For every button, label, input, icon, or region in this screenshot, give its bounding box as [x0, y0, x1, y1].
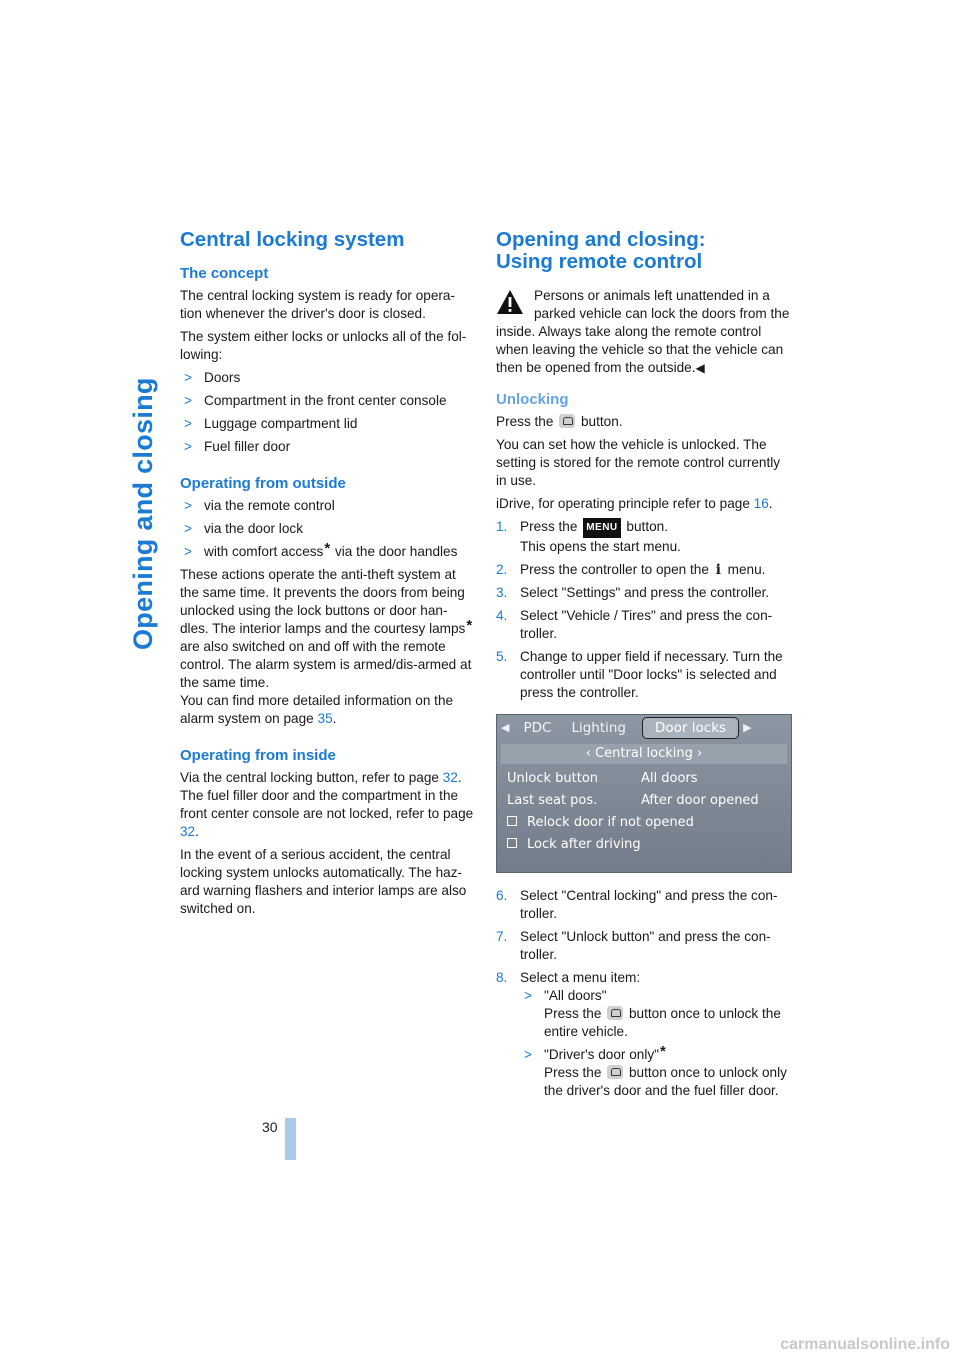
heading-operating-from-outside: Operating from outside [180, 475, 346, 492]
page-ref-link[interactable]: 32 [180, 824, 196, 839]
checkbox-icon [507, 838, 517, 848]
end-of-note-icon: ◀ [695, 361, 705, 375]
left-column [180, 229, 474, 923]
unlocking-paragraph-3: iDrive, for operating principle refer to page 16. [496, 496, 773, 511]
left-arrow-icon: ◀ [501, 721, 510, 734]
list-item: 3. Select "Settings" and press the controller. [496, 585, 770, 600]
list-item: 6. Select "Central locking" and press the con-troller. [496, 888, 778, 921]
optional-equipment-star-icon: * [324, 540, 331, 557]
page-ref-link[interactable]: 32 [442, 770, 458, 785]
list-item: 2. Press the controller to open the i menu. [496, 562, 766, 578]
unlocking-paragraph-1: Press the button. [496, 414, 623, 429]
concept-list [180, 369, 474, 456]
list-item: > via the door lock [184, 521, 303, 536]
info-menu-icon: i [715, 562, 721, 578]
warning-triangle-icon [496, 288, 524, 316]
list-item: > with comfort access* via the door handles [184, 540, 458, 559]
unlocking-paragraph-2: You can set how the vehicle is unlocked. The setting is stored for the remote control currently in use. [496, 437, 781, 488]
checkbox-icon [507, 816, 517, 826]
footer-watermark: carmanualsonline.info [780, 1336, 950, 1353]
screen-tab-lighting: Lighting [571, 720, 627, 736]
heading-operating-from-inside: Operating from inside [180, 747, 336, 764]
heading-the-concept: The concept [180, 265, 269, 282]
list-item: > Doors [184, 370, 241, 385]
screen-tab-bar [497, 715, 791, 741]
list-item: 4. Select "Vehicle / Tires" and press the con-troller. [496, 608, 773, 641]
outside-list [180, 497, 474, 561]
outside-paragraph-1: These actions operate the anti-theft system at the same time. It prevents the doors from being unlocked using the lock buttons or door han-dles. The interior lamps and the courtesy lamps* are also switched on and off with the remote control. The alarm system is armed/dis-armed at the same time. You can find more detailed information on the alarm system on page 35. [180, 567, 473, 726]
list-item: > "Driver's door only"* Press the button once to unlock only the driver's door and the fuel filler door. [524, 1043, 787, 1098]
unlock-key-icon [607, 1065, 623, 1079]
steps-list-a [496, 518, 790, 702]
concept-paragraph-1: The central locking system is ready for opera-tion whenever the driver's door is closed. [180, 288, 456, 321]
page-marker-bar [285, 1118, 296, 1160]
unlock-key-icon [559, 414, 575, 428]
menu-button-icon: MENU [583, 518, 620, 538]
list-item: 1. Press the MENU button. This opens the start menu. [496, 519, 681, 554]
list-item: 7. Select "Unlock button" and press the con-troller. [496, 929, 771, 962]
screen-row: Lock after driving [501, 835, 787, 855]
list-item: > Luggage compartment lid [184, 416, 358, 431]
concept-paragraph-2: The system either locks or unlocks all of the fol-lowing: [180, 329, 467, 362]
list-item: > "All doors" Press the button once to unlock the entire vehicle. [524, 988, 781, 1039]
optional-equipment-star-icon: * [466, 617, 473, 634]
screen-row: Unlock button All doors [507, 771, 698, 786]
screen-header: ‹ Central locking › [501, 744, 787, 764]
heading-unlocking: Unlocking [496, 391, 569, 408]
warning-note: Persons or animals left unattended in a parked vehicle can lock the doors from the inside. Always take along the remote control when leaving the vehicle so that the vehicle can then be opened from the outside.◀ [496, 288, 790, 375]
steps-list-b [496, 887, 790, 1100]
section-title-remote-control: Opening and closing: Using remote control [496, 228, 706, 273]
inside-paragraph-3: In the event of a serious accident, the central locking system unlocks automatically. The haz-ard warning flashers and interior lamps are also switched on. [180, 847, 467, 916]
list-item: > Fuel filler door [184, 439, 291, 454]
right-arrow-icon: ▶ [743, 721, 752, 734]
section-title-central-locking: Central locking system [180, 228, 405, 251]
unlock-key-icon [607, 1006, 623, 1020]
optional-equipment-star-icon: * [660, 1043, 666, 1060]
page-ref-link[interactable]: 16 [753, 496, 769, 511]
inside-paragraph-1: Via the central locking button, refer to page 32. The fuel filler door and the compartment in the front center console are not locked, refer to page 32. [180, 770, 474, 839]
list-item: 5. Change to upper field if necessary. Turn the controller until "Door locks" is selected and press the controller. [496, 649, 783, 700]
screen-tab-door-locks: Door locks [642, 717, 739, 739]
chapter-title: Opening and closing [128, 377, 158, 650]
list-item: > Compartment in the front center console [184, 393, 447, 408]
list-item: 8. Select a menu item: > "All doors" Press the button once to unlock the entire vehicle. > "Driver's door only"* Press the button once to unlock only the driver's door and the fuel filler door. [496, 969, 790, 1100]
idrive-screen-image [496, 714, 792, 873]
right-column [496, 229, 790, 1105]
screen-row: Relock door if not opened [501, 813, 787, 833]
list-item: > via the remote control [184, 498, 335, 513]
menu-item-options [520, 987, 790, 1100]
page-ref-link[interactable]: 35 [317, 711, 333, 726]
screen-row: Last seat pos. After door opened [507, 793, 759, 808]
page-number: 30 [262, 1119, 278, 1135]
screen-tab-pdc: PDC [523, 720, 552, 736]
